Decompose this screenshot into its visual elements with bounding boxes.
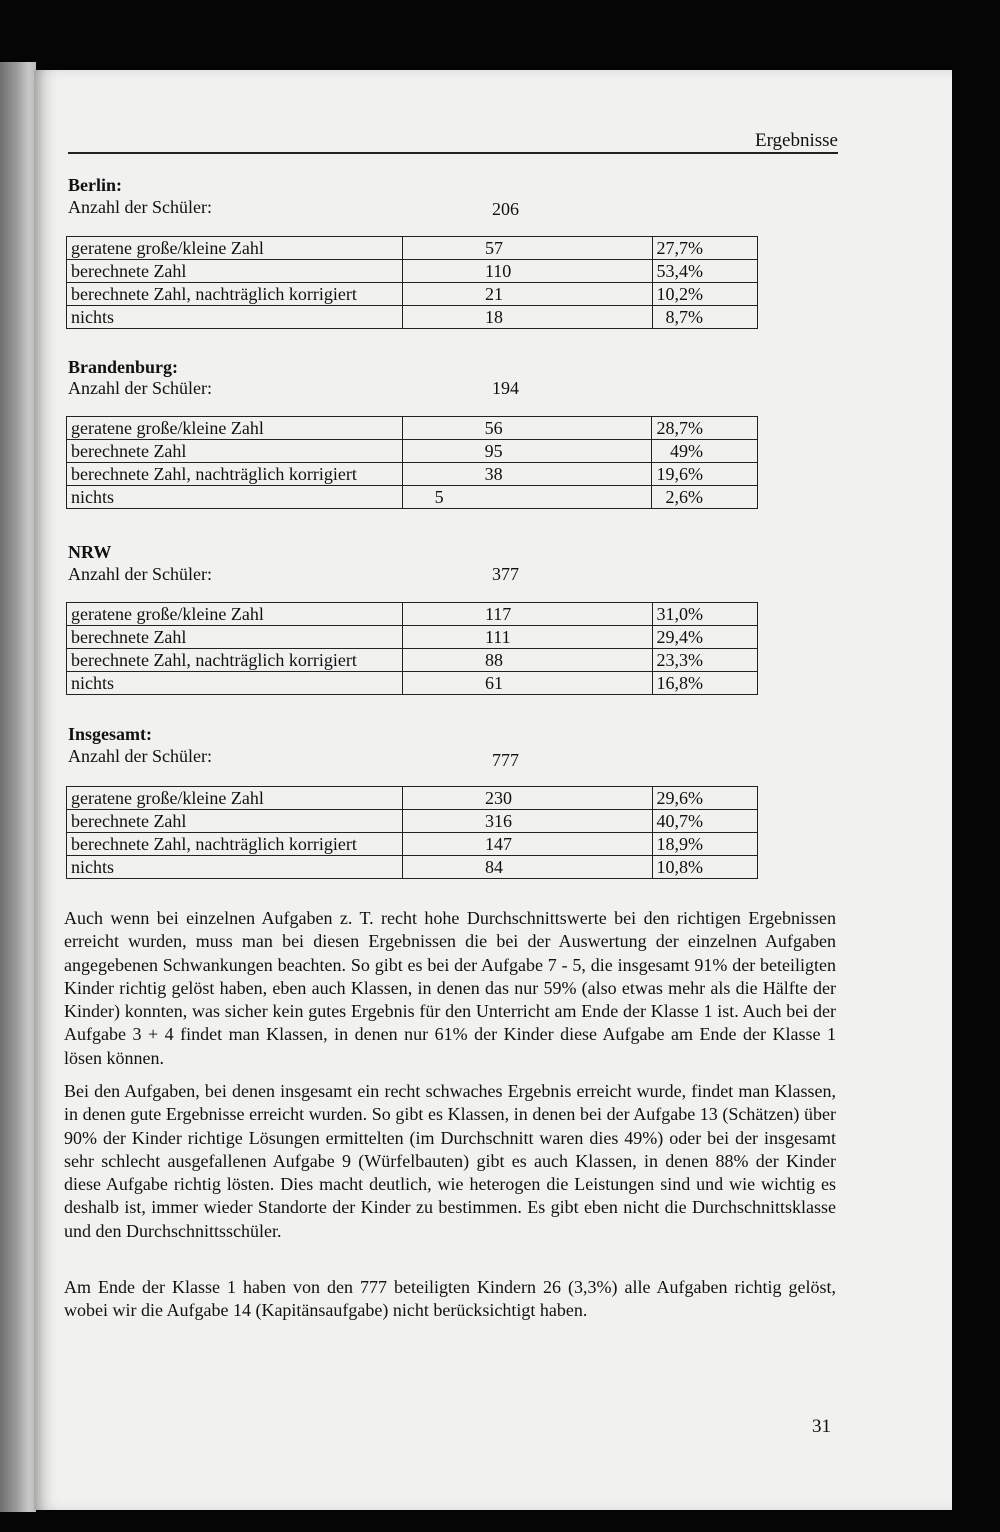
row-percent: 49% — [651, 440, 758, 463]
header-rule — [68, 152, 838, 154]
row-label: berechnete Zahl — [67, 260, 403, 283]
row-percent: 10,8% — [652, 856, 758, 879]
row-percent: 8,7% — [652, 306, 758, 329]
section-title-total: Insgesamt: — [68, 724, 152, 744]
running-header: Ergebnisse — [754, 130, 838, 151]
row-percent: 18,9% — [652, 833, 758, 856]
student-count-value: 377 — [492, 564, 519, 584]
row-percent: 10,2% — [652, 283, 758, 306]
section-title-nrw: NRW — [68, 542, 112, 562]
body-paragraph-2: Bei den Aufgaben, bei denen insgesamt ein recht schwaches Ergebnis erreicht wurde, findet man Klassen, in denen gute Ergebnisse erreicht wurden. So gibt es Klassen, in denen bei der Aufgabe 13 (Schätzen) über 90% der Kinder richtige Lösungen ermittelten (im Durchschnitt waren dies 49%) oder bei der insgesamt sehr schlecht ausgefallenen Aufgabe 9 (Würfelbauten) gibt es auch Klassen, in denen 88% der Kinder diese Aufgabe richtig lösten. Dies macht deutlich, wie heterogen die Leistungen sind und wie wichtig es deshalb ist, immer wieder Standorte der Kinder zu bestimmen. Es gibt eben nicht die Durchschnittsklasse und den Durchschnittsschüler. — [64, 1081, 836, 1241]
table-row — [67, 440, 758, 463]
student-count-value: 206 — [492, 199, 519, 219]
row-percent: 29,6% — [652, 787, 758, 810]
table-row — [67, 283, 758, 306]
table-row — [67, 260, 758, 283]
row-percent: 53,4% — [652, 260, 758, 283]
row-percent: 19,6% — [651, 463, 758, 486]
page-number: 31 — [812, 1416, 831, 1437]
section-title-berlin: Berlin: — [68, 175, 122, 195]
table-row — [67, 810, 758, 833]
row-count: 18 — [402, 306, 652, 329]
table-row — [67, 672, 758, 695]
row-percent: 29,4% — [652, 626, 758, 649]
row-label: nichts — [67, 486, 403, 509]
table-row — [67, 463, 758, 486]
table-row — [67, 649, 758, 672]
results-table-berlin — [66, 236, 758, 329]
row-label: geratene große/kleine Zahl — [67, 787, 403, 810]
student-count-label: Anzahl der Schüler: — [68, 564, 212, 584]
row-percent: 28,7% — [651, 417, 758, 440]
student-count-label: Anzahl der Schüler: — [68, 746, 212, 766]
table-row — [67, 787, 758, 810]
row-label: geratene große/kleine Zahl — [67, 417, 403, 440]
body-paragraph-1: Auch wenn bei einzelnen Aufgaben z. T. recht hohe Durchschnittswerte bei den richtigen Ergebnissen erreicht wurden, muss man bei diesen Ergebnissen die bei der Auswertung der einzelnen Aufgaben angegebenen Schwankungen beachten. So gibt es bei der Aufgabe 7 - 5, die insgesamt 91% der beteiligten Kinder richtig gelöst haben, eben auch Klassen, in denen das nur 59% (also etwas mehr als die Hälfte der Kinder) konnten, was sicher kein gutes Ergebnis für den Unterricht am Ende der Klasse 1 ist. Auch bei der Aufgabe 3 + 4 findet man Klassen, in denen nur 61% der Kinder diese Aufgabe am Ende der Klasse 1 lösen können. — [64, 908, 836, 1068]
results-table-brandenburg — [66, 416, 758, 509]
row-label: nichts — [67, 306, 403, 329]
row-label: geratene große/kleine Zahl — [67, 603, 403, 626]
row-count: 147 — [402, 833, 652, 856]
row-label: berechnete Zahl — [67, 810, 403, 833]
table-row — [67, 417, 758, 440]
section-title-brandenburg: Brandenburg: — [68, 357, 179, 377]
row-count: 38 — [402, 463, 651, 486]
row-count: 56 — [402, 417, 651, 440]
table-row — [67, 486, 758, 509]
row-count: 88 — [402, 649, 652, 672]
row-count: 111 — [402, 626, 652, 649]
table-row — [67, 833, 758, 856]
row-count: 57 — [402, 237, 652, 260]
table-row — [67, 626, 758, 649]
table-row — [67, 237, 758, 260]
row-count: 316 — [402, 810, 652, 833]
student-count-value: 194 — [492, 378, 519, 398]
student-count-label: Anzahl der Schüler: — [68, 197, 212, 217]
row-count: 117 — [402, 603, 652, 626]
row-label: nichts — [67, 672, 403, 695]
row-count: 95 — [402, 440, 651, 463]
row-count: 5 — [402, 486, 651, 509]
results-table-nrw — [66, 602, 758, 695]
row-count: 61 — [402, 672, 652, 695]
row-percent: 31,0% — [652, 603, 758, 626]
results-table-total — [66, 786, 758, 879]
row-percent: 27,7% — [652, 237, 758, 260]
row-label: berechnete Zahl, nachträglich korrigiert — [67, 649, 403, 672]
row-count: 21 — [402, 283, 652, 306]
body-paragraph-3: Am Ende der Klasse 1 haben von den 777 beteiligten Kindern 26 (3,3%) alle Aufgaben richtig gelöst, wobei wir die Aufgabe 14 (Kapitänsaufgabe) nicht berücksichtigt haben. — [64, 1277, 836, 1321]
row-label: geratene große/kleine Zahl — [67, 237, 403, 260]
row-label: berechnete Zahl, nachträglich korrigiert — [67, 463, 403, 486]
row-percent: 40,7% — [652, 810, 758, 833]
row-label: berechnete Zahl — [67, 440, 403, 463]
table-row — [67, 306, 758, 329]
row-percent: 23,3% — [652, 649, 758, 672]
row-count: 84 — [402, 856, 652, 879]
row-percent: 16,8% — [652, 672, 758, 695]
table-row — [67, 856, 758, 879]
row-label: berechnete Zahl, nachträglich korrigiert — [67, 833, 403, 856]
row-percent: 2,6% — [651, 486, 758, 509]
row-label: berechnete Zahl, nachträglich korrigiert — [67, 283, 403, 306]
table-row — [67, 603, 758, 626]
row-count: 230 — [402, 787, 652, 810]
book-spine — [0, 62, 36, 1512]
student-count-value: 777 — [492, 750, 519, 770]
row-count: 110 — [402, 260, 652, 283]
row-label: berechnete Zahl — [67, 626, 403, 649]
student-count-label: Anzahl der Schüler: — [68, 378, 212, 398]
row-label: nichts — [67, 856, 403, 879]
